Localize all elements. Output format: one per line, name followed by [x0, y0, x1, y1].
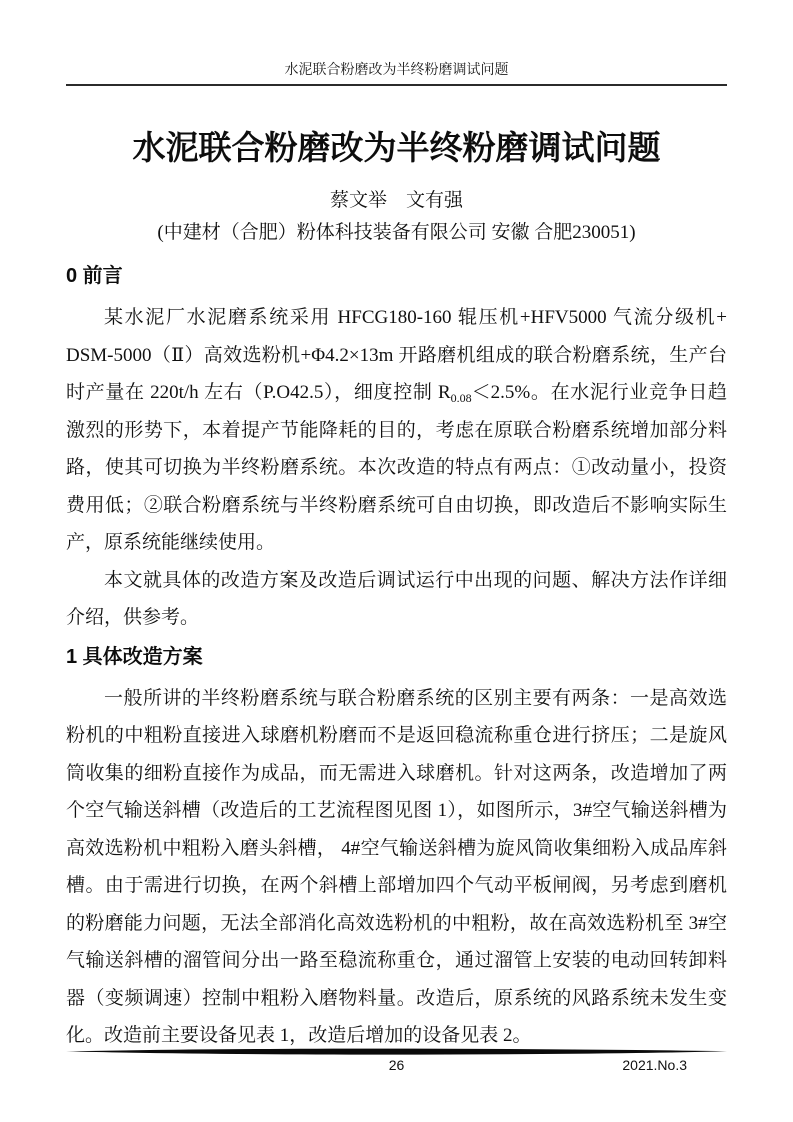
issue-label: 2021.No.3: [622, 1057, 687, 1073]
page-number: 26: [388, 1057, 405, 1073]
article-affiliation: (中建材（合肥）粉体科技装备有限公司 安徽 合肥230051): [157, 222, 636, 243]
paragraph-modification-plan: [66, 680, 727, 1055]
article-authors: 蔡文举 文有强: [329, 190, 463, 211]
paragraph-intro-system: [66, 299, 727, 562]
paragraph-purpose: [66, 562, 727, 637]
section-heading-1-plan: 1 具体改造方案: [66, 645, 203, 668]
article-title: 水泥联合粉磨改为半终粉磨调试问题: [132, 129, 661, 166]
section-heading-0-preface: 0 前言: [66, 265, 123, 287]
fineness-subscript: 0.08: [450, 391, 472, 405]
paragraph-text: 某水泥厂水泥磨系统采用 HFCG180-160 辊压机+HFV5000 气流分级机+ DSM-5000（Ⅱ）高效选粉机+Φ4.2×13m 开路磨机组成的联合粉磨系统，生产台时产量在 220t/h 左右（P.O42.5），细度控制 R: [66, 307, 727, 403]
header-rule: [66, 84, 727, 86]
running-header-title: 水泥联合粉磨改为半终粉磨调试问题: [284, 63, 509, 78]
paragraph-text: 一般所讲的半终粉磨系统与联合粉磨系统的区别主要有两条：一是高效选粉机的中粗粉直接进入球磨机粉磨而不是返回稳流称重仓进行挤压；二是旋风筒收集的细粉直接作为成品，而无需进入球磨机。针对这两条，改造增加了两个空气输送斜槽（改造后的工艺流程图见图 1），如图所示，3#空气输送斜槽为高效选粉机中粗粉入磨头斜槽， 4#空气输送斜槽为旋风筒收集细粉入成品库斜槽。由于需进行切换，在两个斜槽上部增加四个气动平板闸阀，另考虑到磨机的粉磨能力问题，无法全部消化高效选粉机的中粗粉，故在高效选粉机至 3#空气输送斜槽的溜管间分出一路至稳流称重仓，通过溜管上安装的电动回转卸料器（变频调速）控制中粗粉入磨物料量。改造后，原系统的风路系统未发生变化。改造前主要设备见表 1，改造后增加的设备见表 2。: [66, 687, 727, 1046]
article-body: [66, 256, 727, 1055]
paragraph-text: ＜2.5%。在水泥行业竞争日趋激烈的形势下，本着提产节能降耗的目的，考虑在原联合粉磨系统增加部分料路，使其可切换为半终粉磨系统。本次改造的特点有两点：①改动量小，投资费用低；②联合粉磨系统与半终粉磨系统可自由切换，即改造后不影响实际生产，原系统能继续使用。: [66, 382, 727, 553]
footer-rule: [66, 1048, 727, 1056]
paragraph-text: 本文就具体的改造方案及改造后调试运行中出现的问题、解决方法作详细介绍，供参考。: [66, 569, 727, 628]
